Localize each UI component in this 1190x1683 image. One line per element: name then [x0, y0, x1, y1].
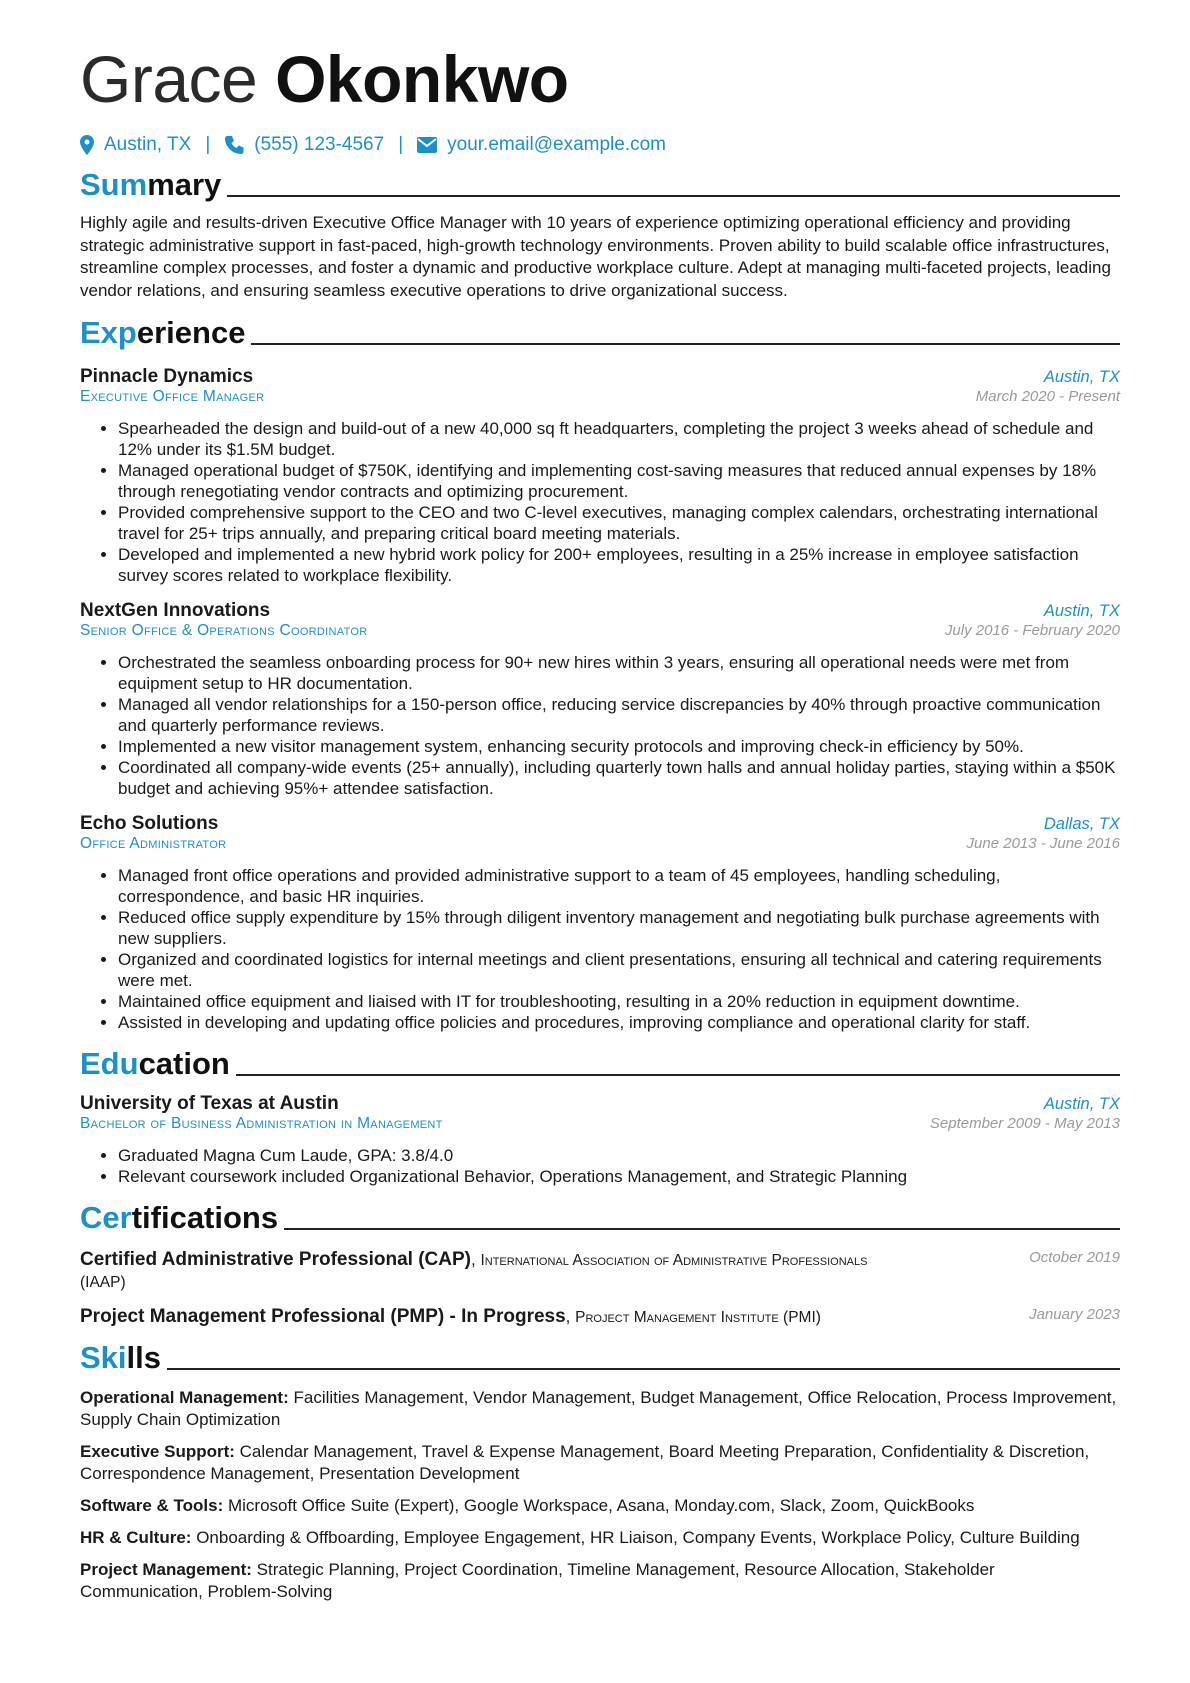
section-rule: [227, 195, 1120, 197]
certification-issuer: Project Management Institute (PMI): [575, 1309, 821, 1326]
skill-label: Project Management:: [80, 1560, 252, 1579]
location-text: Austin, TX: [104, 134, 192, 155]
list-item: • Managed all vendor relationships for a 150-person office, reducing service discrepancies by 40% through proactive communication and quarterly performance reviews.: [118, 694, 1120, 736]
list-item: • Relevant coursework included Organizational Behavior, Operations Management, and Strategic Planning: [118, 1166, 1120, 1187]
skills-heading: Skills: [80, 1339, 1120, 1377]
job-location: Dallas, TX: [1043, 815, 1120, 833]
job-bullets: [80, 865, 1120, 1033]
phone-item[interactable]: [224, 134, 384, 156]
list-item: • Maintained office equipment and liaised with IT for troubleshooting, resulting in a 20% reduction in equipment downtime.: [118, 991, 1120, 1012]
summary-heading: Summary: [80, 166, 1120, 204]
location-item: [80, 134, 191, 156]
education-heading: Education: [80, 1045, 1120, 1083]
list-item: • Graduated Magna Cum Laude, GPA: 3.8/4.0: [118, 1145, 1120, 1166]
degree: Bachelor of Business Administration in Management: [80, 1115, 443, 1132]
skill-items: Facilities Management, Vendor Management, Budget Management, Office Relocation, Process Improvement, Supply Chain Optimization: [80, 1388, 1117, 1429]
email-item[interactable]: [417, 134, 666, 156]
company-name: NextGen Innovations: [80, 600, 271, 621]
skill-group: [80, 1495, 1120, 1517]
list-item: • Spearheaded the design and build-out of a new 40,000 sq ft headquarters, completing the project 3 weeks ahead of schedule and 12% under its $1.5M budget.: [118, 418, 1120, 460]
job-entry: [80, 600, 1120, 799]
contact-line: [80, 134, 1120, 156]
list-item: • Managed front office operations and provided administrative support to a team of 45 employees, handling scheduling, correspondence, and basic HR inquiries.: [118, 865, 1120, 907]
job-entry: [80, 813, 1120, 1033]
list-item: • Orchestrated the seamless onboarding process for 90+ new hires within 3 years, ensuring all operational needs were met from equipment setup to HR documentation.: [118, 652, 1120, 694]
job-title: Executive Office Manager: [80, 388, 265, 405]
certification-issuer: International Association of Administrative Professionals (IAAP): [80, 1252, 868, 1291]
section-rule: [251, 343, 1120, 345]
phone-text: (555) 123-4567: [254, 134, 385, 155]
resume-page: [80, 40, 1120, 1603]
education-bullets: [80, 1145, 1120, 1187]
skill-label: HR & Culture:: [80, 1528, 192, 1547]
first-name: Grace: [80, 42, 258, 116]
section-rule: [284, 1228, 1120, 1230]
certification-name: Project Management Professional (PMP) - In Progress: [80, 1306, 566, 1327]
list-item: • Organized and coordinated logistics for internal meetings and client presentations, ensuring all technical and catering requirements were met.: [118, 949, 1120, 991]
skill-items: Onboarding & Offboarding, Employee Engagement, HR Liaison, Company Events, Workplace Policy, Culture Building: [196, 1528, 1080, 1547]
candidate-name: [80, 40, 1120, 118]
skill-group: [80, 1527, 1120, 1549]
skill-items: Calendar Management, Travel & Expense Management, Board Meeting Preparation, Confidentiality & Discretion, Correspondence Management, Presentation Development: [80, 1442, 1090, 1483]
list-item: • Provided comprehensive support to the CEO and two C-level executives, managing complex calendars, orchestrating international travel for 25+ trips annually, and preparing critical board meeting materials.: [118, 502, 1120, 544]
job-dates: June 2013 - June 2016: [966, 835, 1120, 852]
certification-item: Project Management Professional (PMP) - In Progress, Project Management Institute (PMI) January 2023: [80, 1306, 1120, 1327]
school-location: Austin, TX: [1043, 1095, 1120, 1113]
job-bullets: [80, 418, 1120, 586]
section-rule: [167, 1368, 1120, 1370]
certification-date: October 2019: [1029, 1249, 1120, 1266]
envelope-icon: [417, 137, 437, 153]
company-name: Pinnacle Dynamics: [80, 366, 254, 387]
list-item: • Coordinated all company-wide events (25+ annually), including quarterly town halls and annual holiday parties, staying within a $50K budget and achieving 95%+ attendee satisfaction.: [118, 757, 1120, 799]
separator: |: [205, 134, 211, 155]
job-bullets: [80, 652, 1120, 799]
skill-group: [80, 1387, 1120, 1431]
job-dates: July 2016 - February 2020: [944, 622, 1120, 639]
job-location: Austin, TX: [1043, 368, 1120, 386]
list-item: • Implemented a new visitor management system, enhancing security protocols and improving check-in efficiency by 50%.: [118, 736, 1120, 757]
list-item: • Developed and implemented a new hybrid work policy for 200+ employees, resulting in a 25% increase in employee satisfaction survey scores related to workplace flexibility.: [118, 544, 1120, 586]
skill-label: Software & Tools:: [80, 1496, 224, 1515]
skill-group: [80, 1441, 1120, 1485]
list-item: • Reduced office supply expenditure by 15% through diligent inventory management and negotiating bulk purchase agreements with new suppliers.: [118, 907, 1120, 949]
job-dates: March 2020 - Present: [975, 388, 1120, 405]
experience-heading: Experience: [80, 314, 1120, 352]
skill-items: Microsoft Office Suite (Expert), Google Workspace, Asana, Monday.com, Slack, Zoom, QuickBooks: [227, 1496, 975, 1515]
phone-icon: [224, 135, 244, 155]
skill-label: Executive Support:: [80, 1442, 235, 1461]
map-pin-icon: [80, 135, 94, 155]
list-item: • Assisted in developing and updating office policies and procedures, improving compliance and operational clarity for staff.: [118, 1012, 1120, 1033]
summary-text: Highly agile and results-driven Executive Office Manager with 10 years of experience optimizing operational efficiency and providing strategic administrative support in fast-paced, high-growth technology environments. Proven ability to build scalable office infrastructures, streamline complex processes, and foster a dynamic and productive workplace culture. Adept at managing multi-faceted projects, leading vendor relations, and ensuring seamless executive operations to drive organizational success.: [80, 213, 1111, 300]
list-item: • Managed operational budget of $750K, identifying and implementing cost-saving measures that reduced annual expenses by 18% through renegotiating vendor contracts and optimizing procurement.: [118, 460, 1120, 502]
job-location: Austin, TX: [1043, 602, 1120, 620]
skill-label: Operational Management:: [80, 1388, 289, 1407]
separator: |: [398, 134, 404, 155]
education-entry: [80, 1093, 1120, 1187]
last-name: Okonkwo: [275, 42, 569, 116]
job-title: Senior Office & Operations Coordinator: [80, 622, 368, 639]
skill-group: [80, 1559, 1120, 1603]
email-link: your.email@example.com: [447, 134, 666, 155]
school-name: University of Texas at Austin: [80, 1093, 339, 1114]
job-entry: [80, 366, 1120, 586]
job-title: Office Administrator: [80, 835, 227, 852]
company-name: Echo Solutions: [80, 813, 219, 834]
certification-name: Certified Administrative Professional (CAP): [80, 1249, 471, 1270]
certification-item: Certified Administrative Professional (CAP), International Association of Administrative Professionals (IAAP) October 2019: [80, 1249, 1120, 1291]
certification-date: January 2023: [1029, 1306, 1120, 1323]
skill-items: Strategic Planning, Project Coordination, Timeline Management, Resource Allocation, Stakeholder Communication, Problem-Solving: [80, 1560, 995, 1601]
section-rule: [236, 1074, 1120, 1076]
certifications-heading: Certifications: [80, 1199, 1120, 1237]
education-dates: September 2009 - May 2013: [929, 1115, 1120, 1132]
